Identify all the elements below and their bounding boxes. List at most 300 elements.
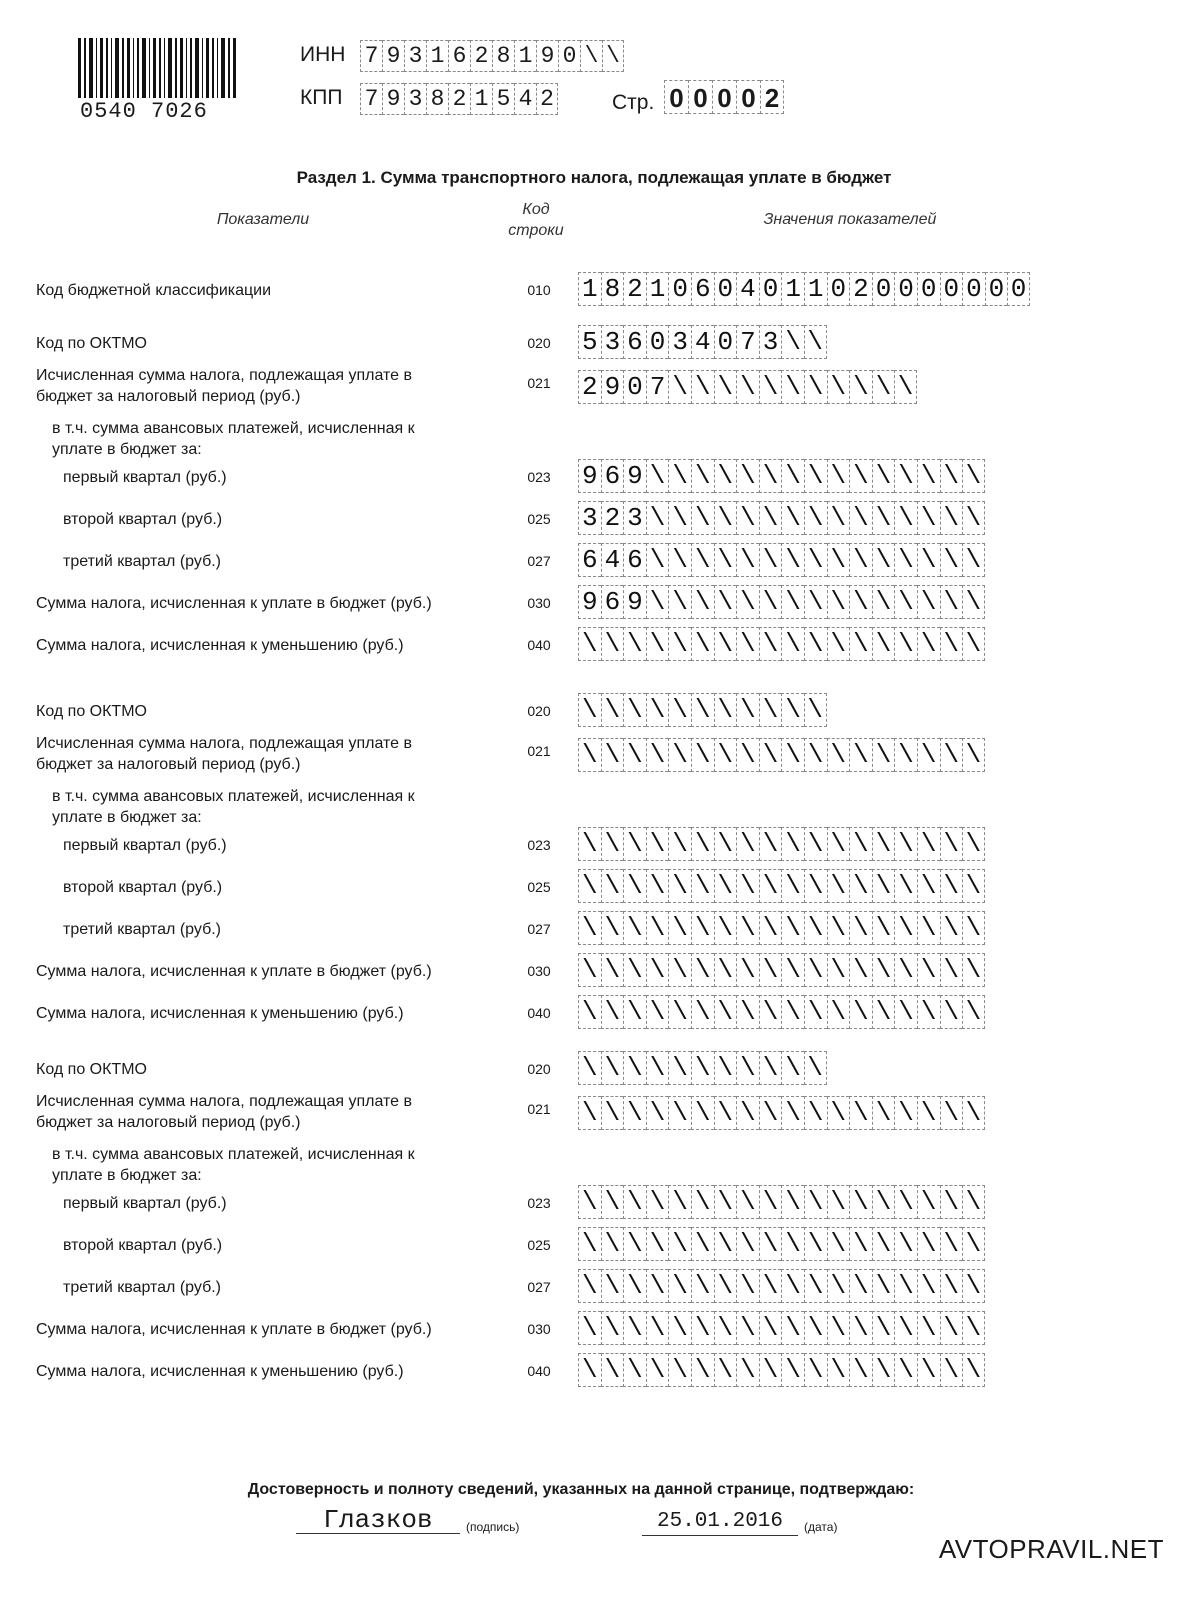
digit-cell: \ <box>759 1269 782 1303</box>
row-field-oktmo[interactable] <box>578 693 827 727</box>
watermark: AVTOPRAVIL.NET <box>938 1534 1164 1564</box>
digit-cell: \ <box>578 1051 601 1085</box>
digit-cell: \ <box>578 1353 601 1387</box>
row-field-pay[interactable] <box>578 1311 985 1345</box>
digit-cell: \ <box>578 1185 601 1219</box>
digit-cell: \ <box>668 827 691 861</box>
digit-cell: \ <box>578 827 601 861</box>
digit-cell: \ <box>872 501 895 535</box>
row-field-q3[interactable] <box>578 911 985 945</box>
digit-cell: 4 <box>514 83 536 115</box>
digit-cell: \ <box>872 1353 895 1387</box>
digit-cell: \ <box>691 827 714 861</box>
digit-cell: \ <box>917 459 940 493</box>
advance-line2: уплате в бюджет за: <box>52 1167 202 1184</box>
digit-cell: \ <box>940 501 963 535</box>
col-header-code-line1: Код <box>522 201 550 218</box>
digit-cell: \ <box>894 501 917 535</box>
col-header-values: Значения показателей <box>763 211 937 228</box>
digit-cell: \ <box>894 995 917 1029</box>
digit-cell: 0 <box>894 272 917 306</box>
digit-cell: 2 <box>623 272 646 306</box>
digit-cell: \ <box>578 911 601 945</box>
digit-cell: \ <box>736 1227 759 1261</box>
digit-cell: \ <box>940 543 963 577</box>
digit-cell: \ <box>580 40 602 72</box>
digit-cell: 6 <box>691 272 714 306</box>
digit-cell: \ <box>940 827 963 861</box>
digit-cell: 7 <box>736 325 759 359</box>
digit-cell: \ <box>646 1269 669 1303</box>
digit-cell: \ <box>804 738 827 772</box>
digit-cell: \ <box>578 1269 601 1303</box>
digit-cell: 0 <box>872 272 895 306</box>
row-field-q2[interactable] <box>578 1227 985 1261</box>
row-field-pay[interactable] <box>578 953 985 987</box>
digit-cell: \ <box>917 995 940 1029</box>
row-code-calc: 021 <box>527 1101 551 1117</box>
digit-cell: \ <box>849 370 872 404</box>
digit-cell: \ <box>894 585 917 619</box>
row-code-reduce: 040 <box>527 1363 551 1379</box>
digit-cell: \ <box>827 501 850 535</box>
digit-cell: \ <box>962 1096 985 1130</box>
digit-cell: \ <box>668 1185 691 1219</box>
digit-cell: 3 <box>668 325 691 359</box>
digit-cell: \ <box>736 501 759 535</box>
kbk-field[interactable] <box>578 272 1030 306</box>
digit-cell: \ <box>623 627 646 661</box>
digit-cell: \ <box>736 738 759 772</box>
digit-cell: \ <box>804 953 827 987</box>
digit-cell: \ <box>894 1185 917 1219</box>
digit-cell: 1 <box>514 40 536 72</box>
digit-cell: 5 <box>492 83 514 115</box>
digit-cell: \ <box>827 543 850 577</box>
digit-cell: \ <box>691 543 714 577</box>
col-header-code <box>496 199 576 241</box>
digit-cell: 2 <box>760 80 784 114</box>
digit-cell: \ <box>646 459 669 493</box>
digit-cell: \ <box>714 869 737 903</box>
digit-cell: \ <box>827 1096 850 1130</box>
digit-cell: \ <box>917 911 940 945</box>
digit-cell: \ <box>736 370 759 404</box>
row-label-q1: первый квартал (руб.) <box>63 469 227 486</box>
row-field-oktmo[interactable] <box>578 325 827 359</box>
row-field-q1[interactable] <box>578 827 985 861</box>
digit-cell: \ <box>940 953 963 987</box>
digit-cell: \ <box>623 693 646 727</box>
digit-cell: \ <box>894 1096 917 1130</box>
digit-cell: \ <box>827 953 850 987</box>
digit-cell: \ <box>601 693 624 727</box>
digit-cell: \ <box>804 995 827 1029</box>
digit-cell: \ <box>872 543 895 577</box>
digit-cell: \ <box>894 1227 917 1261</box>
digit-cell: \ <box>940 627 963 661</box>
digit-cell: 6 <box>623 543 646 577</box>
digit-cell: \ <box>781 1353 804 1387</box>
digit-cell: 1 <box>646 272 669 306</box>
digit-cell: \ <box>759 827 782 861</box>
row-field-reduce[interactable] <box>578 995 985 1029</box>
row-field-q2[interactable] <box>578 869 985 903</box>
advance-payments-label <box>52 786 492 828</box>
digit-cell: 0 <box>688 80 712 114</box>
digit-cell: \ <box>623 1227 646 1261</box>
row-label-q1: первый квартал (руб.) <box>63 837 227 854</box>
digit-cell: \ <box>962 953 985 987</box>
digit-cell: \ <box>849 1096 872 1130</box>
digit-cell: 0 <box>646 325 669 359</box>
digit-cell: \ <box>759 911 782 945</box>
digit-cell: \ <box>714 1227 737 1261</box>
date-caption: (дата) <box>804 1520 838 1534</box>
digit-cell: \ <box>962 585 985 619</box>
row-label-line1: Исчисленная сумма налога, подлежащая уплате в <box>36 367 413 384</box>
row-label-pay: Сумма налога, исчисленная к уплате в бюджет (руб.) <box>36 595 432 612</box>
digit-cell: \ <box>781 693 804 727</box>
digit-cell: \ <box>781 325 804 359</box>
digit-cell: \ <box>894 370 917 404</box>
digit-cell: \ <box>714 543 737 577</box>
digit-cell: 8 <box>426 83 448 115</box>
row-field-calc[interactable] <box>578 1096 985 1130</box>
digit-cell: \ <box>714 995 737 1029</box>
digit-cell: \ <box>849 911 872 945</box>
barcode <box>78 38 236 98</box>
digit-cell: \ <box>736 1311 759 1345</box>
row-label-q3: третий квартал (руб.) <box>63 553 221 570</box>
digit-cell: 0 <box>759 272 782 306</box>
digit-cell: \ <box>759 1051 782 1085</box>
digit-cell: 1 <box>470 83 492 115</box>
digit-cell: \ <box>714 459 737 493</box>
row-code-calc: 021 <box>527 743 551 759</box>
digit-cell: \ <box>872 370 895 404</box>
digit-cell: \ <box>691 1227 714 1261</box>
digit-cell: \ <box>646 995 669 1029</box>
digit-cell: \ <box>668 869 691 903</box>
digit-cell: 0 <box>712 80 736 114</box>
row-field-q3[interactable] <box>578 543 985 577</box>
digit-cell: \ <box>759 585 782 619</box>
row-label-line2: бюджет за налоговый период (руб.) <box>36 756 301 773</box>
digit-cell: \ <box>646 501 669 535</box>
digit-cell: \ <box>849 1227 872 1261</box>
digit-cell: \ <box>872 953 895 987</box>
digit-cell: \ <box>962 869 985 903</box>
digit-cell: \ <box>894 953 917 987</box>
digit-cell: \ <box>691 1311 714 1345</box>
digit-cell: \ <box>849 585 872 619</box>
digit-cell: \ <box>894 869 917 903</box>
digit-cell: \ <box>940 1185 963 1219</box>
digit-cell: \ <box>646 827 669 861</box>
advance-line1: в т.ч. сумма авансовых платежей, исчисленная к <box>52 420 415 437</box>
row-field-q1[interactable] <box>578 1185 985 1219</box>
row-label-oktmo: Код по ОКТМО <box>36 703 147 720</box>
digit-cell: \ <box>601 1311 624 1345</box>
digit-cell: \ <box>917 1227 940 1261</box>
digit-cell: \ <box>917 543 940 577</box>
digit-cell: \ <box>623 738 646 772</box>
row-label-q2: второй квартал (руб.) <box>63 511 223 528</box>
digit-cell: \ <box>894 459 917 493</box>
row-label-reduce: Сумма налога, исчисленная к уменьшению (руб.) <box>36 637 404 654</box>
digit-cell: \ <box>736 459 759 493</box>
digit-cell: \ <box>804 370 827 404</box>
digit-cell: \ <box>736 953 759 987</box>
kpp-field[interactable] <box>360 83 558 115</box>
digit-cell: \ <box>759 1227 782 1261</box>
row-code-calc: 021 <box>527 375 551 391</box>
inn-field[interactable] <box>360 40 624 72</box>
digit-cell: \ <box>827 1185 850 1219</box>
digit-cell: \ <box>668 738 691 772</box>
digit-cell: \ <box>668 501 691 535</box>
digit-cell: 1 <box>781 272 804 306</box>
digit-cell: 3 <box>759 325 782 359</box>
digit-cell: \ <box>917 1096 940 1130</box>
digit-cell: \ <box>962 1227 985 1261</box>
digit-cell: \ <box>781 1269 804 1303</box>
digit-cell: \ <box>849 953 872 987</box>
digit-cell: \ <box>781 911 804 945</box>
advance-line1: в т.ч. сумма авансовых платежей, исчисленная к <box>52 788 415 805</box>
digit-cell: 2 <box>578 370 601 404</box>
signature[interactable]: Глазков <box>323 1505 433 1535</box>
digit-cell: \ <box>646 627 669 661</box>
digit-cell: \ <box>623 953 646 987</box>
digit-cell: \ <box>646 585 669 619</box>
barcode-number: 0540 7026 <box>80 99 208 124</box>
digit-cell: 4 <box>691 325 714 359</box>
digit-cell: \ <box>849 1269 872 1303</box>
digit-cell: \ <box>804 1185 827 1219</box>
digit-cell: \ <box>601 1227 624 1261</box>
digit-cell: \ <box>827 827 850 861</box>
digit-cell: \ <box>668 627 691 661</box>
digit-cell: \ <box>623 827 646 861</box>
digit-cell: \ <box>759 1185 782 1219</box>
row-field-q1[interactable] <box>578 459 985 493</box>
digit-cell: \ <box>781 627 804 661</box>
digit-cell: \ <box>827 869 850 903</box>
digit-cell: \ <box>736 1353 759 1387</box>
digit-cell: \ <box>601 995 624 1029</box>
row-label-q2: второй квартал (руб.) <box>63 1237 223 1254</box>
digit-cell: \ <box>827 1311 850 1345</box>
digit-cell: \ <box>872 995 895 1029</box>
digit-cell: \ <box>736 1051 759 1085</box>
digit-cell: \ <box>804 1051 827 1085</box>
digit-cell: \ <box>691 370 714 404</box>
digit-cell: \ <box>759 693 782 727</box>
digit-cell: \ <box>714 1269 737 1303</box>
digit-cell: \ <box>827 1269 850 1303</box>
digit-cell: \ <box>691 1269 714 1303</box>
digit-cell: \ <box>623 911 646 945</box>
digit-cell: \ <box>759 1353 782 1387</box>
date-field[interactable]: 25.01.2016 <box>656 1510 784 1533</box>
digit-cell: \ <box>691 693 714 727</box>
digit-cell: \ <box>623 1051 646 1085</box>
digit-cell: 7 <box>360 83 382 115</box>
digit-cell: \ <box>804 911 827 945</box>
digit-cell: \ <box>940 995 963 1029</box>
row-code-oktmo: 020 <box>527 1061 551 1077</box>
row-label-q1: первый квартал (руб.) <box>63 1195 227 1212</box>
digit-cell: 0 <box>985 272 1008 306</box>
row-label-oktmo: Код по ОКТМО <box>36 335 147 352</box>
digit-cell: 2 <box>849 272 872 306</box>
digit-cell: \ <box>736 1185 759 1219</box>
digit-cell: \ <box>646 911 669 945</box>
digit-cell: 6 <box>578 543 601 577</box>
digit-cell: \ <box>601 1353 624 1387</box>
digit-cell: 3 <box>601 325 624 359</box>
digit-cell: \ <box>781 1227 804 1261</box>
digit-cell: \ <box>714 370 737 404</box>
digit-cell: \ <box>736 1269 759 1303</box>
digit-cell: \ <box>872 827 895 861</box>
digit-cell: \ <box>691 995 714 1029</box>
digit-cell: \ <box>578 869 601 903</box>
row-code-q3: 027 <box>527 921 551 937</box>
row-field-reduce[interactable] <box>578 1353 985 1387</box>
col-header-code-line2: строки <box>508 222 564 239</box>
digit-cell: \ <box>804 1311 827 1345</box>
row-code-q3: 027 <box>527 1279 551 1295</box>
digit-cell: \ <box>849 869 872 903</box>
digit-cell: 9 <box>382 83 404 115</box>
digit-cell: \ <box>940 1311 963 1345</box>
digit-cell: \ <box>917 627 940 661</box>
digit-cell: \ <box>917 953 940 987</box>
digit-cell: \ <box>759 370 782 404</box>
digit-cell: \ <box>894 543 917 577</box>
digit-cell: \ <box>601 1269 624 1303</box>
digit-cell: \ <box>940 1096 963 1130</box>
row-label-oktmo: Код по ОКТМО <box>36 1061 147 1078</box>
digit-cell: 7 <box>360 40 382 72</box>
digit-cell: \ <box>894 1311 917 1345</box>
digit-cell: \ <box>849 501 872 535</box>
digit-cell: \ <box>759 953 782 987</box>
advance-payments-label <box>52 418 492 460</box>
digit-cell: \ <box>962 1269 985 1303</box>
digit-cell: 0 <box>714 272 737 306</box>
digit-cell: \ <box>668 459 691 493</box>
row-field-oktmo[interactable] <box>578 1051 827 1085</box>
row-code-oktmo: 020 <box>527 703 551 719</box>
digit-cell: \ <box>714 627 737 661</box>
row-field-calc[interactable] <box>578 370 917 404</box>
digit-cell: \ <box>646 953 669 987</box>
page-label: Стр. <box>612 91 655 114</box>
digit-cell: \ <box>827 459 850 493</box>
digit-cell: \ <box>668 953 691 987</box>
digit-cell: \ <box>781 459 804 493</box>
digit-cell: \ <box>781 585 804 619</box>
digit-cell: \ <box>759 501 782 535</box>
digit-cell: 3 <box>404 40 426 72</box>
digit-cell: \ <box>940 1227 963 1261</box>
digit-cell: \ <box>827 911 850 945</box>
digit-cell: \ <box>781 1185 804 1219</box>
kbk-code: 010 <box>527 282 551 298</box>
digit-cell: \ <box>714 1051 737 1085</box>
digit-cell: \ <box>804 1353 827 1387</box>
digit-cell: \ <box>827 1353 850 1387</box>
digit-cell: \ <box>578 627 601 661</box>
row-field-q2[interactable] <box>578 501 985 535</box>
row-field-q3[interactable] <box>578 1269 985 1303</box>
digit-cell: \ <box>849 1353 872 1387</box>
digit-cell: \ <box>646 1051 669 1085</box>
digit-cell: \ <box>872 627 895 661</box>
digit-cell: \ <box>668 1227 691 1261</box>
row-field-calc[interactable] <box>578 738 985 772</box>
digit-cell: \ <box>940 738 963 772</box>
digit-cell: \ <box>714 693 737 727</box>
row-code-q1: 023 <box>527 837 551 853</box>
digit-cell: \ <box>849 827 872 861</box>
page-number-field[interactable] <box>664 80 784 114</box>
digit-cell: 0 <box>962 272 985 306</box>
digit-cell: \ <box>804 501 827 535</box>
row-label-pay: Сумма налога, исчисленная к уплате в бюджет (руб.) <box>36 1321 432 1338</box>
row-label-q2: второй квартал (руб.) <box>63 879 223 896</box>
digit-cell: 0 <box>736 80 760 114</box>
digit-cell: \ <box>646 1185 669 1219</box>
digit-cell: \ <box>668 911 691 945</box>
digit-cell: \ <box>578 693 601 727</box>
digit-cell: \ <box>714 911 737 945</box>
kpp-label: КПП <box>300 86 343 109</box>
digit-cell: \ <box>623 1096 646 1130</box>
digit-cell: \ <box>827 995 850 1029</box>
digit-cell: \ <box>827 585 850 619</box>
digit-cell: \ <box>849 459 872 493</box>
digit-cell: \ <box>736 911 759 945</box>
digit-cell: \ <box>917 1311 940 1345</box>
digit-cell: \ <box>781 827 804 861</box>
digit-cell: \ <box>917 1353 940 1387</box>
row-label-line2: бюджет за налоговый период (руб.) <box>36 388 301 405</box>
advance-line2: уплате в бюджет за: <box>52 441 202 458</box>
digit-cell: \ <box>736 869 759 903</box>
digit-cell: \ <box>804 1269 827 1303</box>
digit-cell: \ <box>601 738 624 772</box>
digit-cell: \ <box>714 738 737 772</box>
digit-cell: \ <box>601 1051 624 1085</box>
digit-cell: \ <box>872 1227 895 1261</box>
digit-cell: \ <box>940 911 963 945</box>
digit-cell: \ <box>804 543 827 577</box>
digit-cell: \ <box>804 325 827 359</box>
row-code-pay: 030 <box>527 595 551 611</box>
row-field-pay[interactable] <box>578 585 985 619</box>
digit-cell: 0 <box>917 272 940 306</box>
row-field-reduce[interactable] <box>578 627 985 661</box>
row-code-q2: 025 <box>527 879 551 895</box>
row-code-oktmo: 020 <box>527 335 551 351</box>
digit-cell: \ <box>849 627 872 661</box>
digit-cell: \ <box>872 459 895 493</box>
